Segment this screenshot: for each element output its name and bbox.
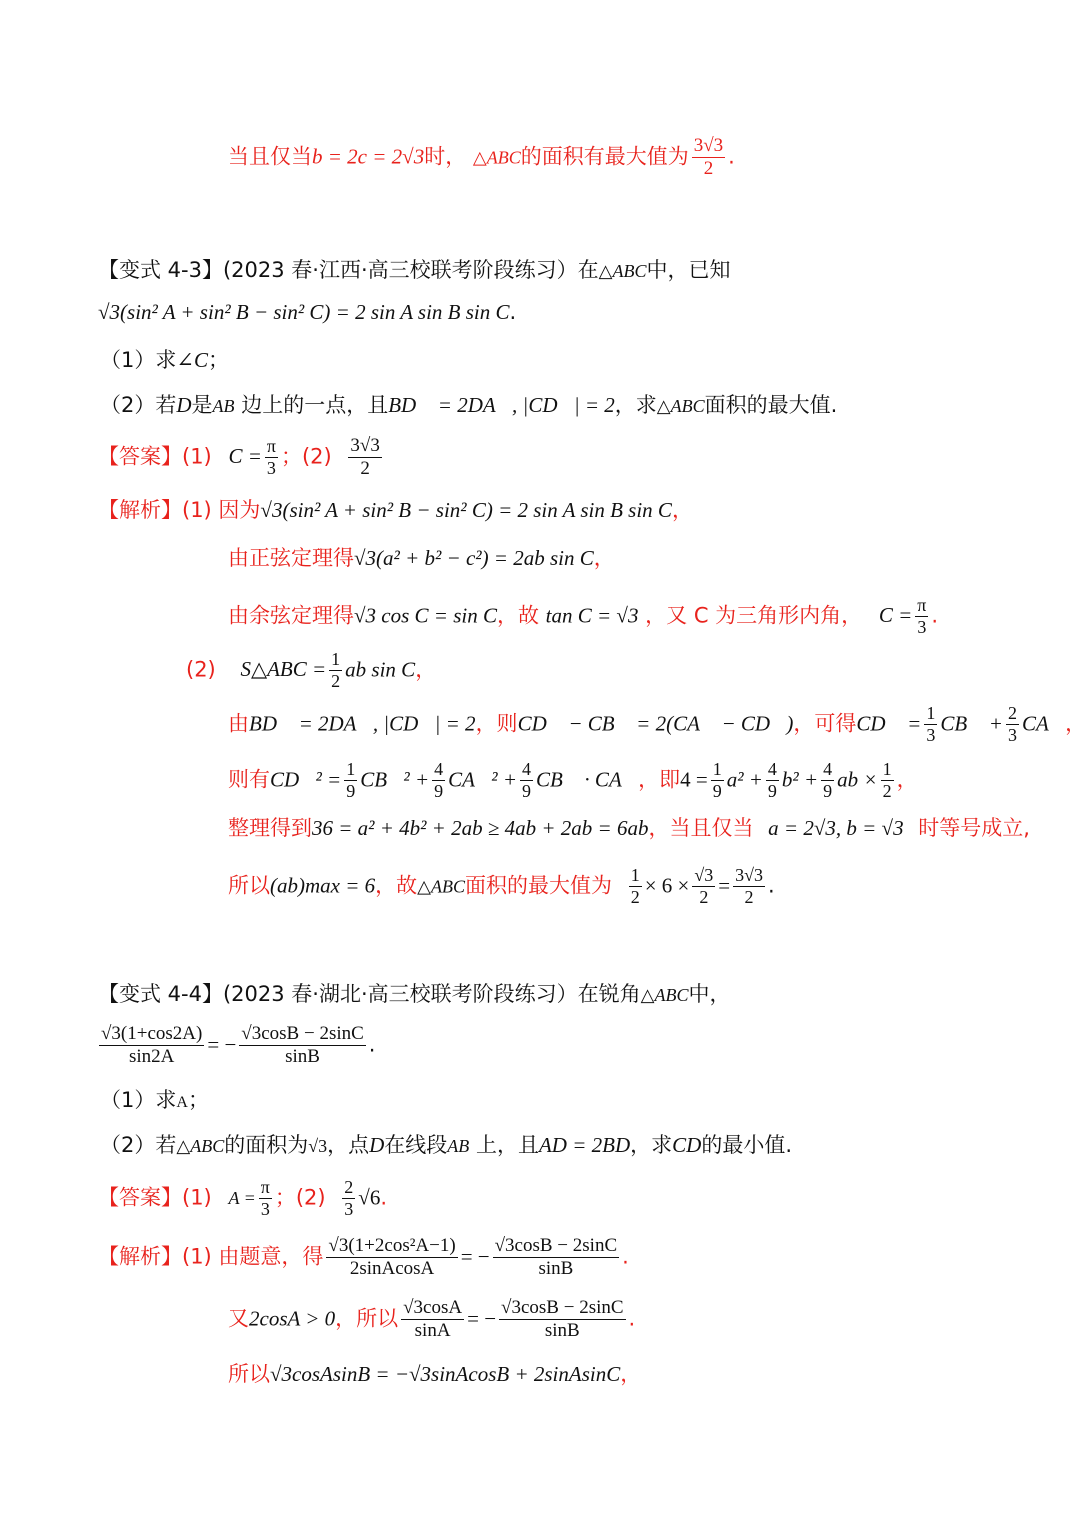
given-equation: √3(sin² A + sin² B − sin² C) = 2 sin A sin B sin C [98,300,510,324]
math: √3(a² + b² − c²) = 2ab sin C [354,546,594,570]
denominator: 3 [926,724,936,745]
v43-header [98,258,730,283]
fraction [344,760,357,801]
v43-sol-line8 [228,866,775,907]
fraction [915,596,928,637]
math: C = [228,444,262,469]
fraction [493,1236,620,1279]
numerator: √3cosB − 2sinC [241,1023,364,1044]
denominator: 2 [744,886,754,907]
top-conclusion [228,136,735,179]
triangle-abc: △ABC [640,985,689,1005]
numerator: √3(1+2cos²A−1) [328,1235,456,1256]
math: CB⃗ · CA⃗ [536,767,639,792]
math: S△ABC = [240,657,327,682]
math: ab × [837,767,878,792]
text: 又 [228,1306,249,1331]
text: . [768,873,775,898]
v43-answer [98,436,385,479]
text: ， [671,498,693,522]
math: = − [460,1244,490,1269]
fraction [692,866,715,907]
text: . [628,1306,636,1331]
numerator: 3√3 [693,135,724,156]
math: CB⃗² + [360,767,430,792]
numerator: √3cosB − 2sinC [494,1235,618,1256]
text: 由 [228,711,249,736]
v43-sol-line7 [228,816,1030,841]
v44-sol-line2 [228,1298,635,1341]
denominator: 2sinAcosA [349,1257,435,1279]
numerator: 2 [344,1177,354,1197]
v43-q1 [100,348,229,373]
triangle-abc: △ABC [598,261,647,281]
denominator: sinB [544,1319,580,1341]
denominator: 3 [344,1198,354,1219]
fraction [432,760,445,801]
text: . [622,1244,629,1269]
math: √3 [308,1136,328,1156]
denominator: 2 [699,886,709,907]
text: 在线段 [384,1133,448,1157]
fraction [1006,704,1019,745]
numerator: π [260,1177,270,1197]
text: 的面积有最大值为 [520,144,689,169]
text: . [509,300,517,324]
math: 36 = a² + 4b² + 2ab ≥ 4ab + 2ab = 6ab [312,816,649,840]
text: ；(2) [280,444,332,469]
v43-given [98,300,516,325]
math: CA⃗² + [448,767,518,792]
fraction [821,760,834,801]
numerator: 1 [712,759,722,779]
v44-q1 [100,1088,209,1113]
text: ； [187,1088,209,1112]
denominator: sinB [538,1257,574,1279]
denominator: 9 [823,780,833,801]
text: 的最小值. [701,1133,793,1157]
math: ∠C [176,348,208,372]
v43-sol-line3 [228,596,938,637]
numerator: √3(1+cos2A) [101,1023,203,1044]
numerator: 3√3 [735,865,763,885]
text: ； [207,348,229,372]
text: 所以 [228,873,270,898]
v43-sol-line1 [98,498,693,523]
denominator: sinB [285,1045,320,1067]
denominator: 3 [1007,724,1017,745]
fraction [348,436,381,479]
denominator: 3 [917,616,927,637]
math: 4 = [680,767,708,792]
denominator: 2 [360,457,370,479]
text: 所以 [228,1362,270,1386]
math: ab sin C [345,657,416,682]
math: 2cosA > 0 [249,1306,336,1331]
text: ，故 [375,873,418,898]
math: BD⃗ = 2DA⃗, |CD⃗| = 2 [249,711,476,736]
denominator: sinA [414,1319,451,1341]
text: 面积的最大值. [704,393,838,417]
numerator: 1 [926,703,936,723]
math: × 6 × [644,873,690,898]
text: ， [620,1362,642,1386]
denominator: 2 [703,157,714,179]
numerator: π [266,436,276,457]
v44-sol-line1 [98,1236,629,1279]
math: = − [467,1306,497,1331]
numerator: √3 [694,865,714,885]
denominator: 9 [434,780,444,801]
numerator: π [917,595,927,615]
math: CD⃗ = [856,711,922,736]
text: ，点 [327,1133,370,1157]
fraction [239,1024,366,1067]
text: 由余弦定理得 [228,603,354,628]
question-label: （2）若 [100,393,177,417]
triangle-abc: △ABC [417,876,465,897]
math: √3 cos C = sin C [354,603,497,628]
fraction [766,760,779,801]
math: AB [212,396,235,416]
fraction [329,650,342,691]
text: 面积的最大值为 [465,873,612,898]
text: (1) [182,1185,212,1210]
math: A = [228,1188,256,1209]
fraction [711,760,724,801]
math: D [176,393,192,417]
math: D [369,1133,385,1157]
math: √6 [358,1185,381,1210]
numerator: 1 [346,759,356,779]
math: A [176,1094,188,1111]
text: (1) 因为 [182,498,261,522]
text: 中， [688,982,731,1006]
denominator: 9 [346,780,356,801]
math: CD [672,1133,702,1157]
answer-label: 【答案】 [98,1185,182,1210]
text: (1) [182,444,212,469]
fraction [629,866,642,907]
fraction [99,1024,204,1067]
math: = [718,873,731,898]
fraction [520,760,533,801]
math: CD⃗² = [270,767,342,792]
text: ；(2) [274,1185,326,1210]
math: b = 2c = 2√3 [312,144,425,169]
text: . [380,1185,388,1210]
text: ，又 C 为三角形内角， [645,603,863,628]
fraction [342,1178,355,1219]
text: . [931,603,939,628]
fraction [265,437,278,478]
text: (1) 由题意，得 [182,1244,324,1269]
denominator: 2 [331,670,341,691]
text: . [368,1032,376,1057]
v44-q2 [100,1133,792,1158]
math: AB [447,1136,470,1156]
v43-sol-line4 [186,650,436,691]
text: 上，且 [475,1133,539,1157]
fraction [326,1236,457,1279]
fraction [881,760,894,801]
numerator: 4 [767,759,777,779]
denominator: 3 [266,457,276,478]
math: CB⃗ + [940,711,1003,736]
math: √3(sin² A + sin² B − sin² C) = 2 sin A sin B sin C [260,498,672,522]
triangle-abc: △ABC [176,1136,225,1156]
numerator: 4 [823,759,833,779]
problem-heading: 【变式 4-3】(2023 春·江西·高三校联考阶段练习）在 [98,258,599,282]
question-label: （1）求 [100,348,177,372]
math: CD⃗ − CB⃗ = 2(CA⃗ − CD⃗) [517,711,794,736]
denominator: 2 [882,780,892,801]
text: ，即 [638,767,681,792]
problem-heading: 【变式 4-4】(2023 春·湖北·高三校联考阶段练习）在锐角 [98,982,641,1006]
numerator: 2 [1007,703,1017,723]
text: 中，已知 [646,258,731,282]
text: (2) [186,657,216,682]
fraction [692,136,725,179]
denominator: sin2A [128,1045,175,1067]
solution-label: 【解析】 [98,498,182,522]
fraction [499,1298,626,1341]
numerator: 1 [331,649,341,669]
text: ，可得 [793,711,857,736]
numerator: 3√3 [350,435,380,456]
solution-label: 【解析】 [98,1244,182,1269]
text: ，求 [614,393,657,417]
math: CA⃗ [1021,711,1066,736]
text: ，故 [496,603,539,628]
fraction [259,1178,272,1219]
math: (ab)max = 6 [270,873,376,898]
text: ，所以 [335,1306,399,1331]
v44-header [98,982,730,1007]
triangle-abc: △ABC [472,147,521,168]
text: 当且仅当 [228,144,312,169]
numerator: 4 [434,759,444,779]
math: b² + [781,767,819,792]
text: 则有 [228,767,270,792]
denominator: 9 [522,780,532,801]
math: tan C = √3 [545,603,639,628]
v43-q2 [100,393,837,418]
v44-answer [98,1178,387,1219]
question-label: （1）求 [100,1088,177,1112]
math: √3cosAsinB = −√3sinAcosB + 2sinAsinC [270,1362,621,1386]
v43-sol-line2 [228,546,615,571]
answer-label: 【答案】 [98,444,182,469]
denominator: 9 [712,780,722,801]
math: C = [878,603,913,628]
v44-sol-line3 [228,1362,641,1387]
denominator: 3 [260,1198,270,1219]
text: ，当且仅当 [648,816,754,840]
numerator: 1 [630,865,640,885]
fraction [924,704,937,745]
text: 的面积为 [224,1133,309,1157]
text: 边上的一点，且 [241,393,389,417]
fraction [733,866,765,907]
denominator: 2 [630,886,640,907]
text: 时， [424,144,467,169]
text: ， [896,767,918,792]
text: 整理得到 [228,816,312,840]
fraction [401,1298,464,1341]
numerator: 4 [522,759,532,779]
numerator: √3cosA [403,1297,463,1318]
text: ，求 [630,1133,673,1157]
text: 时等号成立, [918,816,1030,840]
text: 由正弦定理得 [228,546,354,570]
triangle-abc: △ABC [656,396,705,416]
text: ， [415,657,437,682]
numerator: √3cosB − 2sinC [501,1297,624,1318]
math: = − [207,1032,237,1057]
question-label: （2）若 [100,1133,177,1157]
denominator: 9 [767,780,777,801]
text: ，则 [475,711,518,736]
text: 是 [191,393,213,417]
v43-sol-line6 [228,760,918,801]
text: ， [593,546,615,570]
math: a² + [726,767,763,792]
math: BD⃗ = 2DA⃗, |CD⃗| = 2 [388,393,615,417]
text: . [728,144,735,169]
v44-given [96,1024,375,1067]
v43-sol-line5 [228,704,1086,745]
math: AD = 2BD [538,1133,631,1157]
text: ， [1065,711,1086,736]
numerator: 1 [882,759,892,779]
math: a = 2√3, b = √3 [768,816,904,840]
